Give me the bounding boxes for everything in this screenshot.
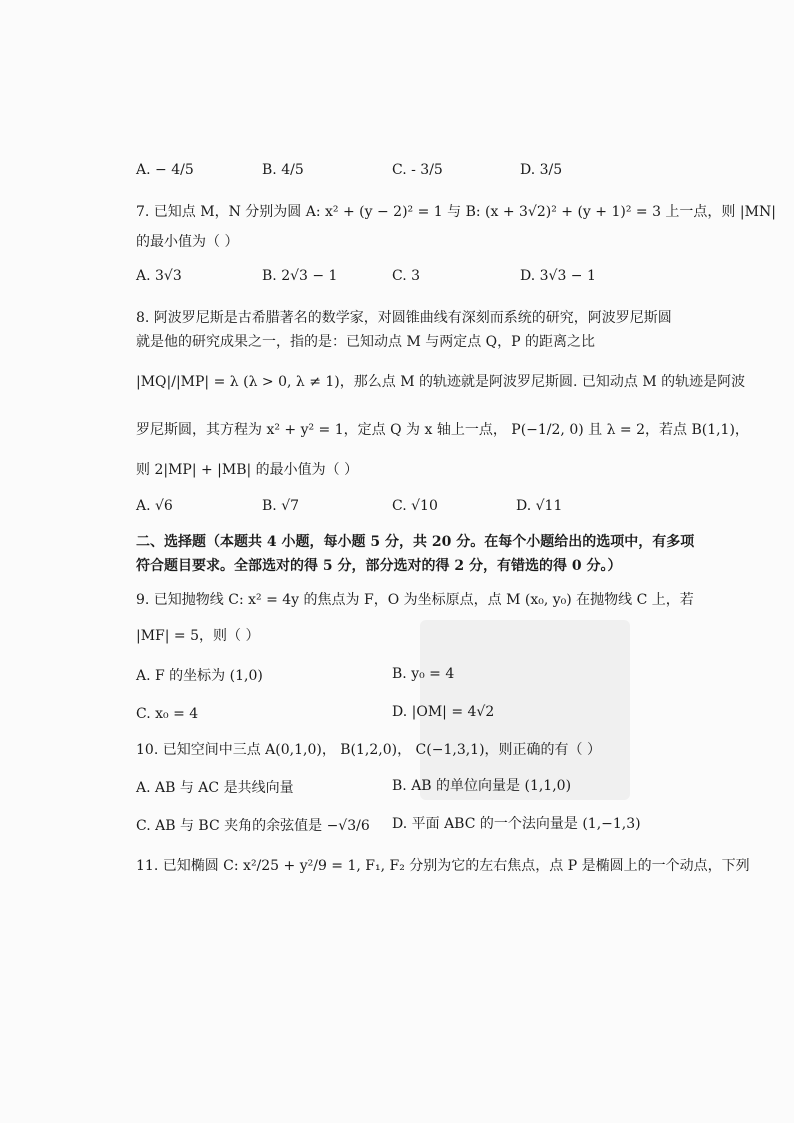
q8-option-d: D. √11 bbox=[516, 498, 563, 514]
q6-option-b: B. 4/5 bbox=[262, 162, 304, 178]
q7-stem-line2: 的最小值为（ ） bbox=[136, 234, 239, 250]
q7-option-c: C. 3 bbox=[392, 268, 421, 284]
q8-stem-line3: |MQ|/|MP| = λ (λ > 0, λ ≠ 1)，那么点 M 的轨迹就是阿波罗尼斯圆. 已知动点 M 的轨迹是阿波 bbox=[136, 374, 746, 390]
q10-option-d: D. 平面 ABC 的一个法向量是 (1,−1,3) bbox=[392, 816, 641, 832]
q8-stem-line5: 则 2|MP| + |MB| 的最小值为（ ） bbox=[136, 462, 359, 478]
q9-option-d: D. |OM| = 4√2 bbox=[392, 704, 495, 720]
q11-stem-line1: 11. 已知椭圆 C: x²/25 + y²/9 = 1, F₁, F₂ 分别为它的左右焦点，点 P 是椭圆上的一个动点，下列 bbox=[136, 858, 750, 874]
q8-option-b: B. √7 bbox=[262, 498, 300, 514]
q7-option-d: D. 3√3 − 1 bbox=[520, 268, 596, 284]
q7-option-a: A. 3√3 bbox=[136, 268, 182, 284]
q8-stem-line2: 就是他的研究成果之一，指的是：已知动点 M 与两定点 Q，P 的距离之比 bbox=[136, 334, 596, 350]
q6-option-c: C. - 3/5 bbox=[392, 162, 443, 178]
q8-stem-line1: 8. 阿波罗尼斯是古希腊著名的数学家，对圆锥曲线有深刻而系统的研究，阿波罗尼斯圆 bbox=[136, 310, 672, 326]
q7-stem-line1: 7. 已知点 M，N 分别为圆 A: x² + (y − 2)² = 1 与 B: (x + 3√2)² + (y + 1)² = 3 上一点，则 |MN| bbox=[136, 204, 776, 220]
q10-option-b: B. AB 的单位向量是 (1,1,0) bbox=[392, 778, 572, 794]
q10-option-c: C. AB 与 BC 夹角的余弦值是 −√3/6 bbox=[136, 818, 370, 834]
q9-option-b: B. y₀ = 4 bbox=[392, 666, 455, 682]
q6-option-a: A. − 4/5 bbox=[136, 162, 194, 178]
q10-option-a: A. AB 与 AC 是共线向量 bbox=[136, 780, 294, 796]
q9-option-c: C. x₀ = 4 bbox=[136, 706, 199, 722]
q9-stem-line2: |MF| = 5，则（ ） bbox=[136, 628, 260, 644]
q8-option-c: C. √10 bbox=[392, 498, 438, 514]
q8-stem-line4: 罗尼斯圆，其方程为 x² + y² = 1，定点 Q 为 x 轴上一点， P(−1/2, 0) 且 λ = 2，若点 B(1,1)， bbox=[136, 422, 749, 438]
q8-option-a: A. √6 bbox=[136, 498, 173, 514]
q6-option-d: D. 3/5 bbox=[520, 162, 563, 178]
q9-stem-line1: 9. 已知抛物线 C: x² = 4y 的焦点为 F，O 为坐标原点，点 M (x₀, y₀) 在抛物线 C 上，若 bbox=[136, 592, 694, 608]
section2-heading-line1: 二、选择题（本题共 4 小题，每小题 5 分，共 20 分。在每个小题给出的选项中，有多项 bbox=[136, 534, 695, 550]
q9-option-a: A. F 的坐标为 (1,0) bbox=[136, 668, 263, 684]
q10-stem: 10. 已知空间中三点 A(0,1,0)， B(1,2,0)， C(−1,3,1)，则正确的有（ ） bbox=[136, 742, 601, 758]
q7-option-b: B. 2√3 − 1 bbox=[262, 268, 338, 284]
section2-heading-line2: 符合题目要求。全部选对的得 5 分，部分选对的得 2 分，有错选的得 0 分。） bbox=[136, 558, 622, 574]
